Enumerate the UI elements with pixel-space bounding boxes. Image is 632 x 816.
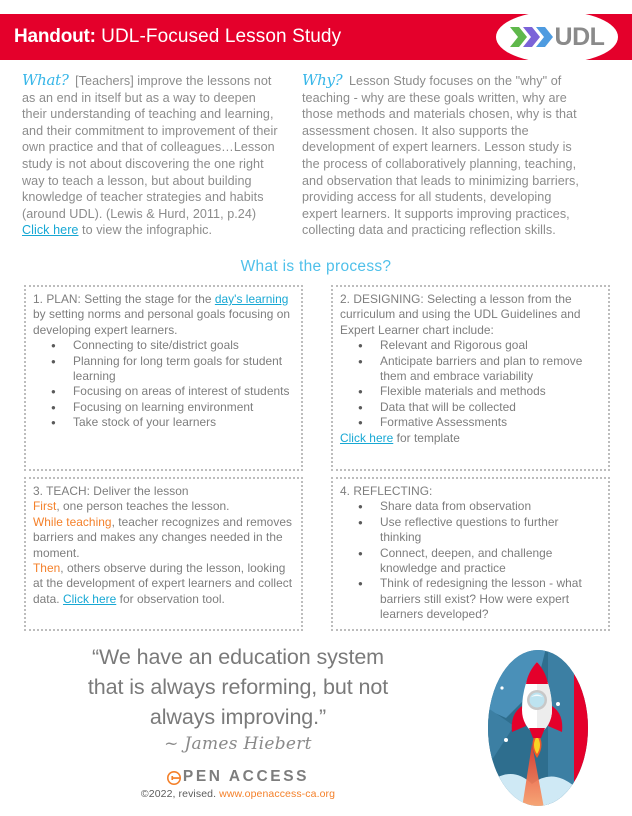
rocket-illustration [466, 648, 610, 808]
intro-column-what [0, 72, 290, 239]
udl-logo [496, 11, 618, 63]
plan-intro-before: 1. PLAN: Setting the stage for the [33, 292, 215, 306]
list-item: ● Planning for long term goals for student learning [73, 354, 295, 385]
page-title [14, 26, 341, 48]
list-item: ● Data that will be collected [380, 400, 602, 415]
teach-line-2 [33, 499, 295, 514]
quote-line-3: always improving.” [149, 705, 327, 729]
teach-keyword-while-teaching: While teaching [33, 514, 112, 529]
teach-text-2: , one person teaches the lesson. [56, 499, 230, 514]
list-item: ● Focusing on learning environment [73, 400, 295, 415]
designing-footer [340, 431, 602, 446]
footer [26, 768, 450, 800]
list-item: ● Relevant and Rigorous goal [380, 338, 602, 353]
designing-intro: 2. DESIGNING: Selecting a lesson from the curriculum and using the UDL Guidelines and Expert Learner chart include: [340, 292, 581, 337]
open-access-brand [26, 768, 450, 786]
teach-text-4: , others observe during the lesson, looking at the development of expert learners and collect data. [33, 561, 293, 606]
rocket-icon [466, 648, 610, 808]
plan-intro-after: by setting norms and personal goals focusing on developing expert learners. [33, 307, 291, 337]
copyright-text: ©2022, revised. [140, 788, 217, 800]
designing-footer-text: for template [393, 430, 460, 445]
designing-template-link[interactable]: Click here [340, 430, 394, 445]
teach-line-3 [33, 515, 295, 561]
designing-bullet-list [340, 338, 602, 430]
list-item: ● Take stock of your learners [73, 415, 295, 430]
quadrant-teach [24, 477, 303, 631]
list-item: ● Connect, deepen, and challenge knowledge and practice [380, 546, 602, 577]
plan-bullet-list [33, 338, 295, 430]
header-bar [0, 14, 632, 60]
teach-text-3: , teacher recognizes and removes barriers and makes any changes needed in the moment. [33, 514, 292, 560]
plan-days-learning-link[interactable]: day's learning [214, 292, 289, 306]
list-item: ● Share data from observation [380, 499, 602, 514]
what-text-after: to view the infographic. [78, 223, 213, 238]
page-title-bold: Handout: [14, 26, 96, 47]
list-item: ● Focusing on areas of interest of students [73, 384, 295, 399]
why-paragraph [302, 72, 582, 239]
process-grid [24, 285, 610, 631]
open-access-icon [167, 771, 181, 785]
quote-line-1: “We have an education system [92, 645, 384, 669]
list-item: ● Use reflective questions to further thinking [380, 515, 602, 546]
reflecting-intro: 4. REFLECTING: [340, 484, 433, 498]
list-item: ● Anticipate barriers and plan to remove them and embrace variability [380, 354, 602, 385]
teach-keyword-first: First [33, 499, 57, 514]
teach-text-5: for observation tool. [116, 591, 225, 606]
plan-intro [33, 292, 295, 338]
what-paragraph [22, 72, 282, 239]
why-text: Lesson Study focuses on the "why" of teaching - why are these goals written, why are those methods and materials chosen, why is that assessment chosen. It also supports the development of expert learners. Lesson study is the process of collaboratively planning, teaching, and observation that leads to minimizing barriers, providing access for all students, developing expert learners. It supports improving practices, collecting data and practicing reflection skills. [302, 74, 579, 238]
quote-line-2: that is always reforming, but not [87, 675, 389, 699]
list-item: ● Flexible materials and methods [380, 384, 602, 399]
list-item: ● Formative Assessments [380, 415, 602, 430]
why-label: Why? [302, 71, 343, 89]
copyright-line [26, 788, 450, 800]
udl-logo-text: UDL [554, 22, 605, 51]
process-heading: What is the process? [240, 258, 392, 275]
intro-section [0, 72, 632, 239]
reflecting-bullet-list [340, 499, 602, 622]
quote-block [26, 642, 450, 754]
what-text-before: [Teachers] improve the lessons not as an end in itself but as a way to deepen their understanding of teaching and learning, and their commitment to improvement of their own practice and that of colleagues…Lesson study is not about discovering the one right way to teach a lesson, but about building knowledge of teacher strategies and habits (around UDL). (Lewis & Hurd, 2011, p.24) [22, 74, 278, 221]
page-title-light: UDL-Focused Lesson Study [95, 26, 342, 47]
open-access-text: PEN ACCESS [182, 768, 310, 785]
intro-column-why [290, 72, 590, 239]
chevrons-icon [510, 26, 554, 48]
what-click-here-link[interactable]: Click here [22, 223, 79, 238]
teach-line-1: 3. TEACH: Deliver the lesson [33, 484, 189, 498]
quadrant-plan [24, 285, 303, 471]
teach-keyword-then: Then [33, 561, 61, 576]
list-item: ● Connecting to site/district goals [73, 338, 295, 353]
what-label: What? [22, 71, 69, 89]
openaccess-url[interactable]: www.openaccess-ca.org [219, 788, 336, 800]
teach-observation-link[interactable]: Click here [63, 591, 117, 606]
teach-line-4 [33, 561, 295, 607]
quote-attribution: ~ James Hiebert [164, 734, 312, 754]
quadrant-designing [331, 285, 610, 471]
list-item: ● Think of redesigning the lesson - what barriers still exist? How were expert learners developed? [380, 576, 602, 622]
quadrant-reflecting [331, 477, 610, 631]
